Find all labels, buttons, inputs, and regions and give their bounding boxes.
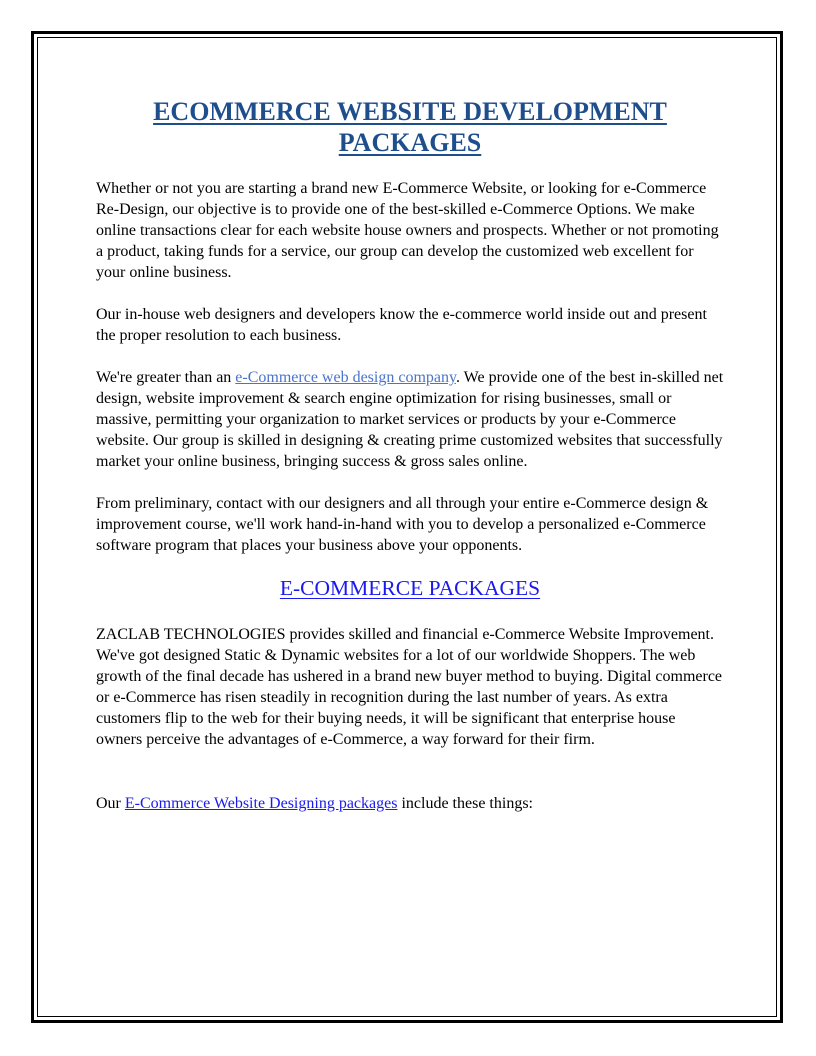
ecommerce-web-design-company-link[interactable]: e-Commerce web design company	[235, 369, 456, 386]
in-house-paragraph: Our in-house web designers and developers know the e-commerce world inside out and present the proper resolution to each business.	[96, 306, 707, 344]
zaclab-paragraph: ZACLAB TECHNOLOGIES provides skilled and financial e-Commerce Website Improvement. We've got designed Static & Dynamic websites for a lot of our worldwide Shoppers. The web growth of the final decade has ushered in a brand new buyer method to buying. Digital commerce or e-Commerce has risen steadily in recognition during the last number of years. As extra customers flip to the web for their buying needs, it will be significant that enterprise house owners perceive the advantages of e-Commerce, a way forward for their firm.	[96, 626, 723, 748]
section-heading-ecommerce-packages[interactable]: E-COMMERCE PACKAGES	[279, 576, 541, 600]
process-paragraph: From preliminary, contact with our designers and all through your entire e-Commerce design & improvement course, we'll work hand-in-hand with you to develop a personalized e-Commerce software program that places your business above your opponents.	[96, 495, 709, 554]
company-paragraph-lead: We're greater than an	[96, 369, 236, 386]
company-paragraph	[96, 367, 724, 472]
page-title: ECOMMERCE WEBSITE DEVELOPMENT PACKAGES	[153, 97, 667, 157]
company-paragraph-rest: . We provide one of the best in-skilled net design, website improvement & search engine optimization for rising businesses, small or massive, permitting your organization to market services or products by your e-Commerce website. Our group is skilled in designing & creating prime customized websites that successfully market your online business, bringing success & gross sales online.	[96, 369, 724, 470]
document-body	[96, 96, 724, 814]
website-designing-packages-link[interactable]: E-Commerce Website Designing packages	[124, 795, 398, 812]
packages-paragraph-lead: Our	[96, 795, 125, 812]
packages-paragraph-rest: include these things:	[397, 795, 533, 812]
intro-paragraph: Whether or not you are starting a brand new E-Commerce Website, or looking for e-Commerce Re-Design, our objective is to provide one of the best-skilled e-Commerce Options. We make online transactions clear for each website house owners and prospects. Whether or not promoting a product, taking funds for a service, our group can develop the customized web excellent for your online business.	[96, 180, 719, 281]
packages-paragraph	[96, 793, 724, 814]
